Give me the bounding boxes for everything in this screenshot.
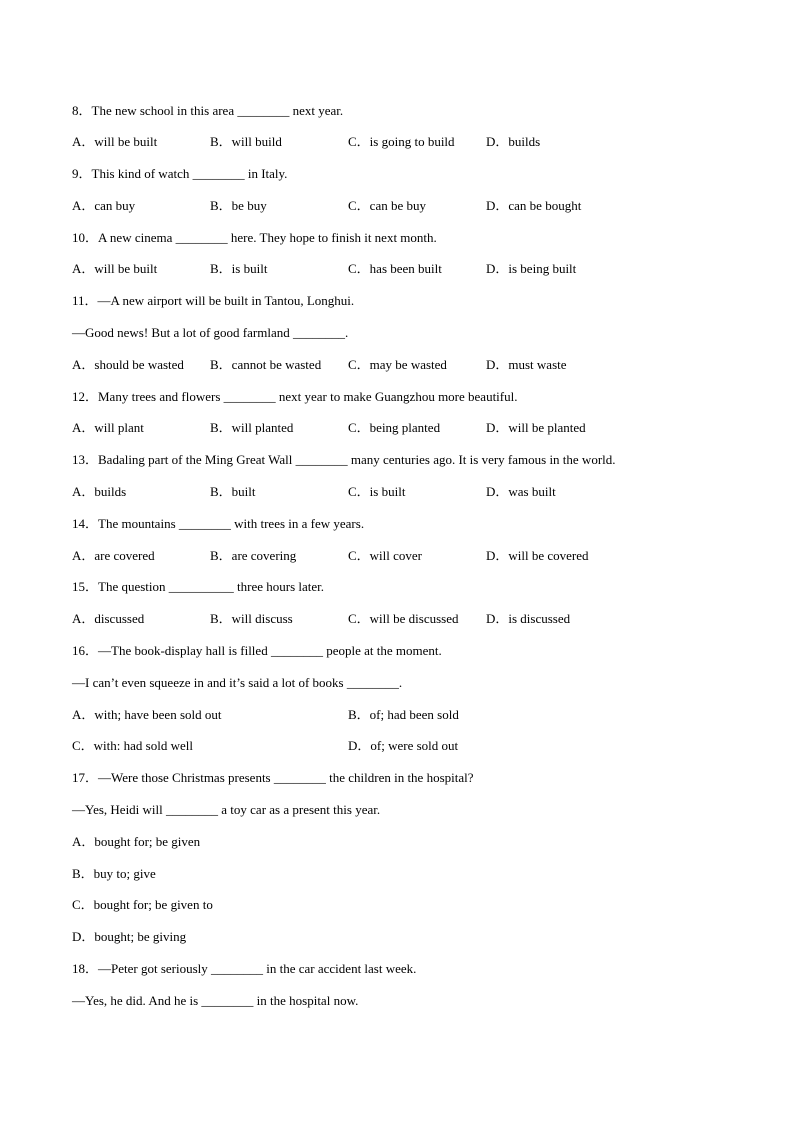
question-17-stem-reply: —Yes, Heidi will ________ a toy car as a present this year.: [72, 802, 381, 817]
question-17-option-a: A．bought for; be given: [72, 834, 201, 849]
question-13-option-a: A．builds: [72, 484, 127, 499]
question-13-option-d: D．was built: [486, 484, 556, 499]
question-8-option-c: C．is going to build: [348, 134, 455, 149]
question-10-option-c: C．has been built: [348, 261, 442, 276]
question-15-option-b: B．will discuss: [210, 611, 293, 626]
question-13-stem: 13．Badaling part of the Ming Great Wall ________ many centuries ago. It is very famous in the world.: [72, 452, 616, 467]
question-16-option-a: A．with; have been sold out: [72, 707, 222, 722]
question-12-option-d: D．will be planted: [486, 420, 586, 435]
question-12-option-b: B．will planted: [210, 420, 294, 435]
question-10-option-b: B．is built: [210, 261, 268, 276]
question-16-stem-reply: —I can’t even squeeze in and it’s said a lot of books ________.: [72, 675, 403, 690]
question-17-option-b: B．buy to; give: [72, 866, 156, 881]
question-16-option-d: D．of; were sold out: [348, 738, 459, 753]
question-11-option-b: B．cannot be wasted: [210, 357, 322, 372]
question-15-option-c: C．will be discussed: [348, 611, 459, 626]
question-9-option-a: A．can buy: [72, 198, 136, 213]
question-18-stem: 18．—Peter got seriously ________ in the car accident last week.: [72, 961, 417, 976]
question-18-stem-reply: —Yes, he did. And he is ________ in the hospital now.: [72, 993, 359, 1008]
question-15-option-a: A．discussed: [72, 611, 145, 626]
question-8-option-b: B．will build: [210, 134, 282, 149]
question-8-stem: 8．The new school in this area ________ next year.: [72, 103, 344, 118]
question-8-option-a: A．will be built: [72, 134, 158, 149]
question-10-option-a: A．will be built: [72, 261, 158, 276]
question-14-option-d: D．will be covered: [486, 548, 589, 563]
question-11-option-c: C．may be wasted: [348, 357, 447, 372]
question-16-stem: 16．—The book-display hall is filled ________ people at the moment.: [72, 643, 442, 658]
question-12-option-c: C．being planted: [348, 420, 441, 435]
question-16-option-c: C．with: had sold well: [72, 738, 193, 753]
question-9-option-c: C．can be buy: [348, 198, 426, 213]
question-13-option-c: C．is built: [348, 484, 406, 499]
question-10-option-d: D．is being built: [486, 261, 577, 276]
question-12-option-a: A．will plant: [72, 420, 144, 435]
question-17-option-d: D．bought; be giving: [72, 929, 187, 944]
question-16-option-b: B．of; had been sold: [348, 707, 459, 722]
question-17-option-c: C．bought for; be given to: [72, 897, 213, 912]
question-11-option-a: A．should be wasted: [72, 357, 184, 372]
question-14-option-a: A．are covered: [72, 548, 155, 563]
question-14-option-c: C．will cover: [348, 548, 423, 563]
question-14-option-b: B．are covering: [210, 548, 297, 563]
question-15-stem: 15．The question __________ three hours later.: [72, 579, 325, 594]
question-17-stem: 17．—Were those Christmas presents ________ the children in the hospital?: [72, 770, 474, 785]
question-11-option-d: D．must waste: [486, 357, 567, 372]
question-9-option-b: B．be buy: [210, 198, 267, 213]
question-11-stem: 11．—A new airport will be built in Tantou, Longhui.: [72, 293, 355, 308]
question-11-stem-reply: —Good news! But a lot of good farmland ________.: [72, 325, 349, 340]
question-8-option-d: D．builds: [486, 134, 541, 149]
question-15-option-d: D．is discussed: [486, 611, 571, 626]
question-12-stem: 12．Many trees and flowers ________ next year to make Guangzhou more beautiful.: [72, 389, 518, 404]
question-10-stem: 10．A new cinema ________ here. They hope to finish it next month.: [72, 230, 437, 245]
question-13-option-b: B．built: [210, 484, 256, 499]
question-9-option-d: D．can be bought: [486, 198, 582, 213]
question-14-stem: 14．The mountains ________ with trees in a few years.: [72, 516, 365, 531]
question-9-stem: 9．This kind of watch ________ in Italy.: [72, 166, 288, 181]
